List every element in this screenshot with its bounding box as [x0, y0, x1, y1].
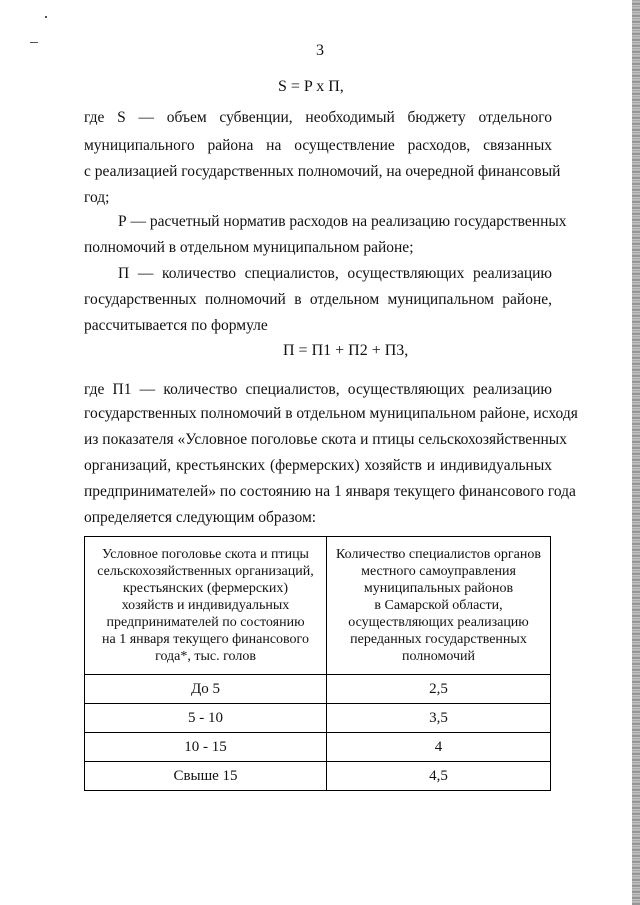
header-left-line: года*, тыс. голов [155, 649, 256, 664]
formula-sum: П = П1 + П2 + П3, [283, 342, 409, 359]
header-right-line: в Самарской области, [374, 598, 503, 613]
table-row [85, 704, 551, 733]
header-right-line: Количество специалистов органов [336, 547, 541, 562]
table-row [85, 762, 551, 791]
header-left-line: сельскохозяйственных организаций, [97, 564, 314, 579]
scan-dot [45, 16, 47, 18]
table-row [85, 675, 551, 704]
header-specialists-cell [327, 537, 551, 675]
table-header-row [85, 537, 551, 675]
paragraph4-line: предпринимателей» по состоянию на 1 января текущего финансового года [84, 483, 576, 500]
paragraph4-line: определяется следующим образом: [84, 509, 317, 526]
range-cell: 5 - 10 [85, 704, 327, 733]
header-left-line: на 1 января текущего финансового [102, 632, 309, 647]
paragraph3-line: государственных полномочий в отдельном муниципальном районе, [84, 291, 552, 308]
paragraph4-line: организаций, крестьянских (фермерских) хозяйств и индивидуальных [84, 457, 552, 474]
paragraph2-line: полномочий в отдельном муниципальном районе; [84, 239, 414, 256]
header-left-line: предпринимателей по состоянию [106, 615, 305, 630]
scan-edge [632, 0, 640, 905]
range-cell: Свыше 15 [85, 762, 327, 791]
paragraph1-line: с реализацией государственных полномочий, на очередной финансовый [84, 163, 561, 180]
paragraph2-line: Р — расчетный норматив расходов на реализацию государственных [118, 213, 567, 230]
value-cell: 4,5 [327, 762, 551, 791]
header-right-line: местного самоуправления [361, 564, 516, 579]
page-number: 3 [316, 42, 324, 59]
paragraph4-line: государственных полномочий в отдельном муниципальном районе, исходя [84, 405, 578, 422]
header-right-line: осуществляющих реализацию [348, 615, 529, 630]
paragraph3-line: П — количество специалистов, осуществляющих реализацию [118, 265, 552, 282]
header-left-line: крестьянских (фермерских) [123, 581, 288, 596]
paragraph4-line: где П1 — количество специалистов, осуществляющих реализацию [84, 381, 552, 398]
paragraph1-line: муниципального района на осуществление расходов, связанных [84, 137, 552, 154]
header-livestock-cell [85, 537, 327, 675]
paragraph4-line: из показателя «Условное поголовье скота и птицы сельскохозяйственных [84, 431, 567, 448]
range-cell: До 5 [85, 675, 327, 704]
paragraph3-line: рассчитывается по формуле [84, 317, 268, 334]
paragraph1-line: год; [84, 189, 110, 206]
table-row [85, 733, 551, 762]
paragraph1-line: где S — объем субвенции, необходимый бюджету отдельного [84, 109, 552, 126]
header-right-line: муниципальных районов [363, 581, 514, 596]
header-right-line: полномочий [401, 649, 476, 664]
range-cell: 10 - 15 [85, 733, 327, 762]
header-left-line: хозяйств и индивидуальных [121, 598, 290, 613]
header-left-line: Условное поголовье скота и птицы [102, 547, 309, 562]
header-right-line: переданных государственных [350, 632, 527, 647]
value-cell: 2,5 [327, 675, 551, 704]
value-cell: 3,5 [327, 704, 551, 733]
formula-main: S = P x П, [278, 78, 344, 95]
value-cell: 4 [327, 733, 551, 762]
specialists-table [84, 536, 551, 791]
